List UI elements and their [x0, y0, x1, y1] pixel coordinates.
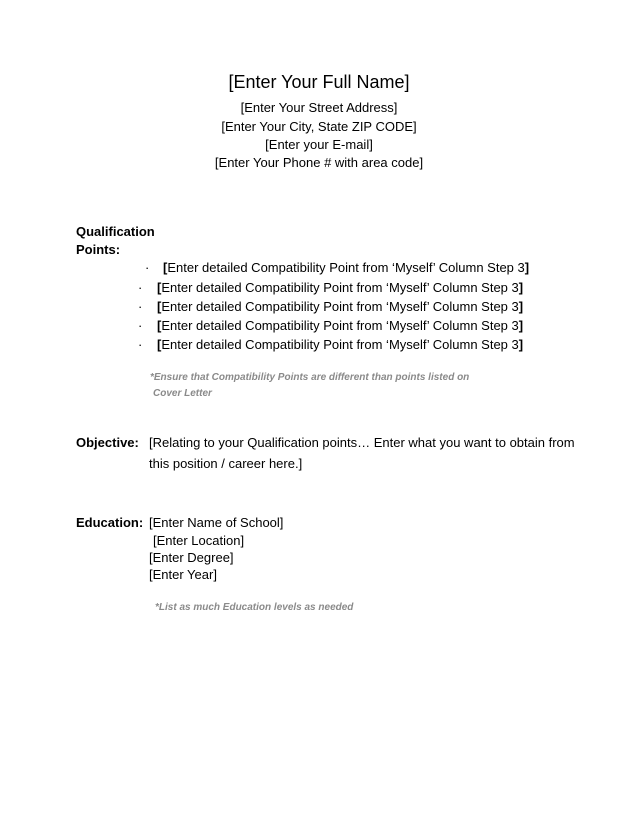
qualification-label-line2: Points:: [76, 242, 121, 257]
education-location: [Enter Location]: [153, 533, 245, 548]
bullet-icon: ·: [138, 280, 143, 295]
objective-label: Objective:: [76, 435, 139, 450]
qualification-point: [Enter detailed Compatibility Point from ‘Myself’ Column Step 3]: [163, 260, 530, 275]
qualification-point: [Enter detailed Compatibility Point from ‘Myself’ Column Step 3]: [157, 337, 524, 352]
education-degree: [Enter Degree]: [149, 550, 234, 565]
full-name: [Enter Your Full Name]: [228, 72, 410, 92]
qualification-point: [Enter detailed Compatibility Point from ‘Myself’ Column Step 3]: [157, 280, 524, 295]
bullet-icon: ·: [145, 260, 150, 275]
street-address: [Enter Your Street Address]: [240, 100, 398, 115]
education-note: *List as much Education levels as needed: [155, 602, 354, 613]
education-label: Education:: [76, 515, 144, 530]
qualification-label-line1: Qualification: [76, 224, 155, 239]
qualification-note-line2: Cover Letter: [153, 388, 212, 399]
qualification-point: [Enter detailed Compatibility Point from ‘Myself’ Column Step 3]: [157, 299, 524, 314]
bullet-icon: ·: [138, 299, 143, 314]
bullet-icon: ·: [138, 318, 143, 333]
city-state-zip: [Enter Your City, State ZIP CODE]: [221, 119, 417, 134]
education-school: [Enter Name of School]: [149, 515, 284, 530]
phone: [Enter Your Phone # with area code]: [214, 155, 424, 170]
objective-text-line1: [Relating to your Qualification points… Enter what you want to obtain from: [149, 435, 575, 450]
education-year: [Enter Year]: [149, 567, 217, 582]
email: [Enter your E-mail]: [265, 137, 373, 152]
qualification-point: [Enter detailed Compatibility Point from ‘Myself’ Column Step 3]: [157, 318, 524, 333]
bullet-icon: ·: [138, 337, 143, 352]
qualification-note-line1: *Ensure that Compatibility Points are different than points listed on: [150, 372, 470, 383]
objective-text-line2: this position / career here.]: [149, 456, 303, 471]
